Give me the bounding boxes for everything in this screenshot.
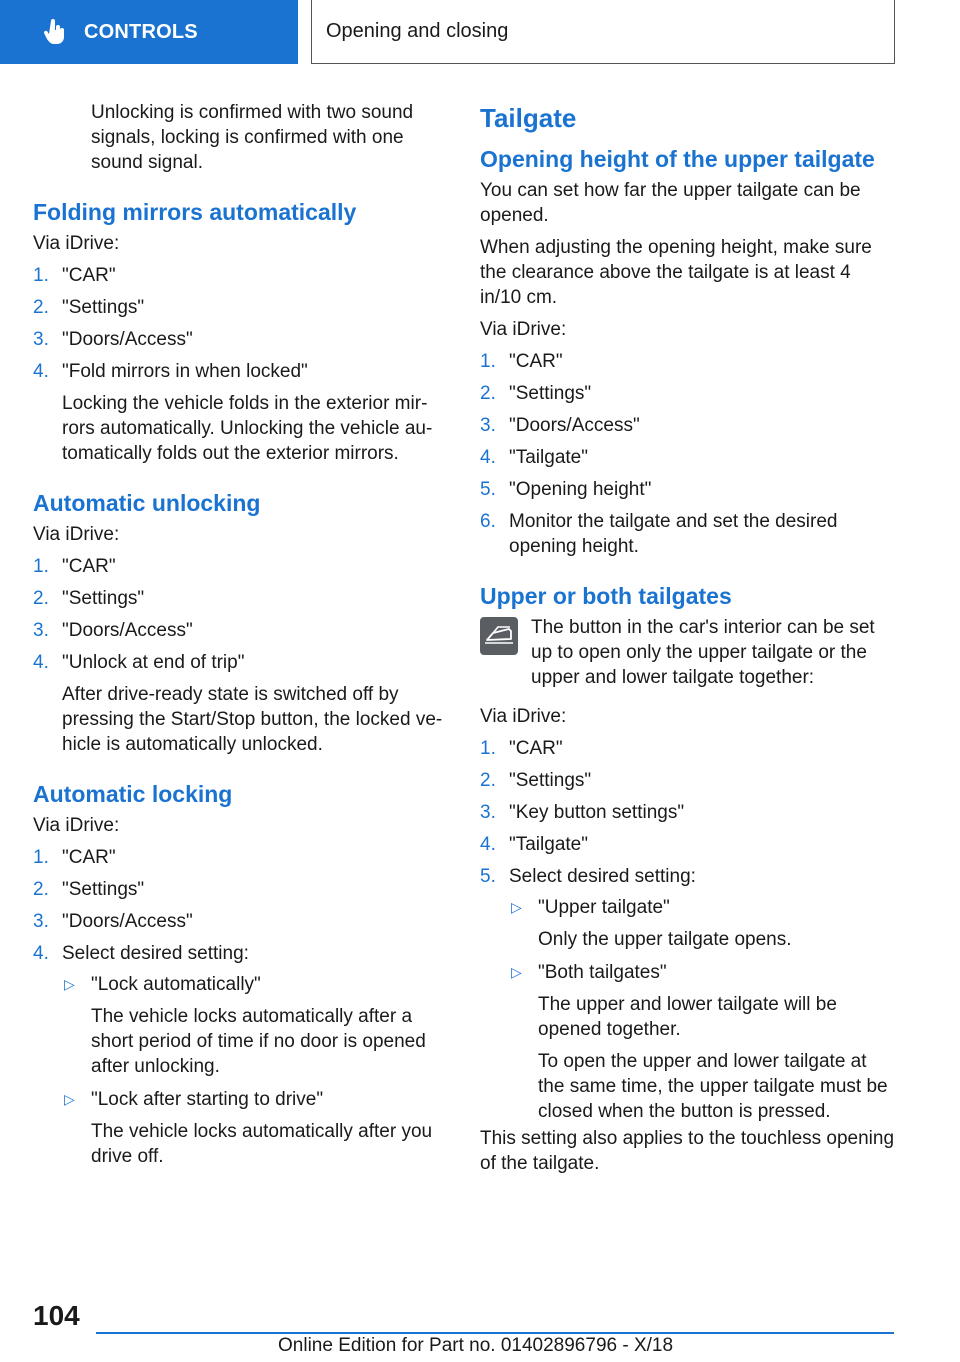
step-number: 5. xyxy=(480,866,496,887)
list-item xyxy=(62,972,448,1079)
step-text: "CAR" xyxy=(509,351,563,372)
step-text: "Settings" xyxy=(62,879,145,900)
list-item xyxy=(33,877,448,902)
list-item xyxy=(480,509,895,559)
step-number: 4. xyxy=(33,652,49,673)
tailgate-button-note xyxy=(480,615,895,690)
folding-steps xyxy=(33,263,448,466)
list-item xyxy=(509,895,895,952)
list-item xyxy=(33,941,448,1169)
step-number: 1. xyxy=(480,738,496,759)
list-item xyxy=(33,295,448,320)
list-item xyxy=(480,445,895,470)
option-desc: To open the upper and lower tailgate at the same time, the upper tailgate must be closed when the button is pressed. xyxy=(538,1051,888,1122)
heading-tailgate: Tailgate xyxy=(480,103,577,133)
step-text: "Doors/Access" xyxy=(62,329,193,350)
step-text: "Settings" xyxy=(62,588,145,609)
step-number: 1. xyxy=(33,265,49,286)
heading-automatic-locking: Automatic locking xyxy=(33,781,233,807)
step-number: 3. xyxy=(480,415,496,436)
list-item xyxy=(480,477,895,502)
list-item xyxy=(480,349,895,374)
step-text: "CAR" xyxy=(509,738,563,759)
step-number: 4. xyxy=(33,943,49,964)
step-text: Select desired setting: xyxy=(62,943,249,964)
step-number: 2. xyxy=(33,297,49,318)
step-text: "Settings" xyxy=(509,770,592,791)
heading-upper-or-both: Upper or both tailgates xyxy=(480,583,732,609)
step-text: Monitor the tailgate and set the desired opening height. xyxy=(509,511,838,557)
step-text: "Tailgate" xyxy=(509,447,588,468)
step-note: After drive-ready state is switched off by pressing the Start/Stop button, the locked vehicle is automatically unlocked. xyxy=(62,684,443,755)
via-idrive: Via iDrive: xyxy=(480,319,567,340)
heading-opening-height: Opening height of the upper tailgate xyxy=(480,146,875,172)
step-note: Locking the vehicle folds in the exterior mirrors automatically. Unlocking the vehicle automatically folds out the exterior mirrors. xyxy=(62,393,433,464)
step-text: Select desired setting: xyxy=(509,866,696,887)
option-desc: Only the upper tailgate opens. xyxy=(538,929,792,950)
step-text: "CAR" xyxy=(62,556,116,577)
list-item xyxy=(33,359,448,466)
list-item xyxy=(480,768,895,793)
list-item xyxy=(33,554,448,579)
list-item xyxy=(33,586,448,611)
opening-steps xyxy=(480,349,895,559)
triangle-bullet-icon: ▷ xyxy=(64,976,75,992)
left-column xyxy=(33,100,448,1177)
step-number: 1. xyxy=(33,556,49,577)
footer-divider xyxy=(96,1332,894,1334)
list-item xyxy=(62,1087,448,1169)
step-number: 3. xyxy=(480,802,496,823)
step-text: "CAR" xyxy=(62,265,116,286)
step-number: 4. xyxy=(480,447,496,468)
step-text: "Opening height" xyxy=(509,479,652,500)
paragraph: The button in the car's interior can be set up to open only the upper tailgate or the upper and lower tailgate together: xyxy=(531,617,875,688)
list-item xyxy=(33,845,448,870)
heading-automatic-unlocking: Automatic unlocking xyxy=(33,490,261,516)
list-item xyxy=(480,413,895,438)
intro-paragraph: Unlocking is confirmed with two sound signals, locking is confirmed with one sound signal. xyxy=(91,102,414,173)
via-idrive: Via iDrive: xyxy=(33,815,120,836)
step-text: "Doors/Access" xyxy=(62,620,193,641)
step-text: "Doors/Access" xyxy=(62,911,193,932)
step-text: "CAR" xyxy=(62,847,116,868)
list-item xyxy=(480,736,895,761)
chapter-box xyxy=(311,0,895,64)
option-label: "Lock after starting to drive" xyxy=(91,1089,324,1110)
step-number: 2. xyxy=(33,879,49,900)
via-idrive: Via iDrive: xyxy=(33,233,120,254)
via-idrive: Via iDrive: xyxy=(33,524,120,545)
list-item xyxy=(33,618,448,643)
step-number: 3. xyxy=(33,329,49,350)
step-number: 3. xyxy=(33,911,49,932)
list-item xyxy=(33,650,448,757)
step-number: 3. xyxy=(33,620,49,641)
step-text: "Tailgate" xyxy=(509,834,588,855)
step-number: 4. xyxy=(480,834,496,855)
step-number: 5. xyxy=(480,479,496,500)
step-text: "Doors/Access" xyxy=(509,415,640,436)
step-text: "Key button settings" xyxy=(509,802,685,823)
section-tab xyxy=(0,0,298,64)
tailgate-button-icon xyxy=(480,617,518,655)
step-number: 4. xyxy=(33,361,49,382)
paragraph: When adjusting the opening height, make sure the clearance above the tailgate is at least 4 in/10 cm. xyxy=(480,237,872,308)
step-number: 1. xyxy=(33,847,49,868)
triangle-bullet-icon: ▷ xyxy=(511,964,522,980)
section-label: CONTROLS xyxy=(84,20,198,43)
option-desc: The vehicle locks automatically after a short period of time if no door is opened after unlocking. xyxy=(91,1006,426,1077)
chapter-title: Opening and closing xyxy=(326,20,509,42)
step-text: "Fold mirrors in when locked" xyxy=(62,361,308,382)
tailgate-options xyxy=(509,895,895,1124)
option-label: "Lock automatically" xyxy=(91,974,261,995)
right-column xyxy=(480,102,895,1183)
option-desc: The vehicle locks automatically after you drive off. xyxy=(91,1121,433,1167)
option-label: "Upper tailgate" xyxy=(538,897,670,918)
option-label: "Both tailgates" xyxy=(538,962,667,983)
list-item xyxy=(33,263,448,288)
via-idrive: Via iDrive: xyxy=(480,706,567,727)
list-item xyxy=(509,960,895,1124)
step-number: 1. xyxy=(480,351,496,372)
paragraph: You can set how far the upper tailgate can be opened. xyxy=(480,180,861,226)
locking-steps xyxy=(33,845,448,1169)
step-text: "Settings" xyxy=(509,383,592,404)
step-text: "Settings" xyxy=(62,297,145,318)
paragraph: This setting also applies to the touchless opening of the tailgate. xyxy=(480,1128,895,1174)
option-desc: The upper and lower tailgate will be opened together. xyxy=(538,994,837,1040)
step-text: "Unlock at end of trip" xyxy=(62,652,245,673)
tailgate-setting-steps xyxy=(480,736,895,1124)
edition-note: Online Edition for Part no. 01402896796 - X/18 xyxy=(278,1335,674,1356)
unlocking-steps xyxy=(33,554,448,757)
list-item xyxy=(480,864,895,1124)
page-number: 104 xyxy=(33,1300,80,1331)
list-item xyxy=(480,832,895,857)
triangle-bullet-icon: ▷ xyxy=(64,1091,75,1107)
list-item xyxy=(33,327,448,352)
hand-pointer-icon xyxy=(40,17,70,47)
step-number: 2. xyxy=(33,588,49,609)
step-number: 6. xyxy=(480,511,496,532)
list-item xyxy=(480,800,895,825)
triangle-bullet-icon: ▷ xyxy=(511,899,522,915)
heading-folding-mirrors: Folding mirrors automatically xyxy=(33,199,357,225)
step-number: 2. xyxy=(480,383,496,404)
list-item xyxy=(33,909,448,934)
list-item xyxy=(480,381,895,406)
step-number: 2. xyxy=(480,770,496,791)
locking-options xyxy=(62,972,448,1169)
